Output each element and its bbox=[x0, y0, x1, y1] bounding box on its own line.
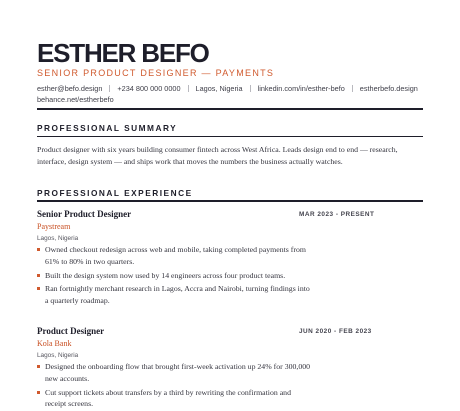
job-bullets bbox=[37, 361, 313, 411]
job-location: Lagos, Nigeria bbox=[37, 235, 79, 242]
list-item: Cut support tickets about transfers by a third by rewriting the confirmation and receipt screens. bbox=[37, 387, 313, 411]
candidate-role: SENIOR PRODUCT DESIGNER — PAYMENTS bbox=[37, 68, 275, 78]
summary-divider bbox=[37, 136, 423, 137]
contact-linkedin[interactable]: linkedin.com/in/esther-befo bbox=[257, 84, 345, 93]
experience-divider bbox=[37, 200, 423, 202]
candidate-name: ESTHER BEFO bbox=[37, 38, 209, 68]
header-divider bbox=[37, 108, 423, 110]
list-item: Owned checkout redesign across web and mobile, taking completed payments from 61% to 80% in two quarters. bbox=[37, 244, 313, 268]
contact-separator bbox=[109, 85, 110, 92]
experience-heading: PROFESSIONAL EXPERIENCE bbox=[37, 188, 193, 198]
bullet-marker bbox=[37, 274, 40, 277]
job-company: Kola Bank bbox=[37, 339, 72, 348]
bullet-marker bbox=[37, 365, 40, 368]
job-dates: MAR 2023 - PRESENT bbox=[299, 211, 375, 218]
contact-email[interactable]: esther@befo.design bbox=[37, 84, 103, 93]
summary-text: Product designer with six years building consumer fintech across West Africa. Leads design end to end — research, interface, design system — and ships work that moves the numbers the business actually watches. bbox=[37, 145, 398, 166]
bullet-marker bbox=[37, 248, 40, 251]
job-dates: JUN 2020 - FEB 2023 bbox=[299, 328, 372, 335]
contact-phone: +234 800 000 0000 bbox=[117, 84, 181, 93]
contact-separator bbox=[250, 85, 251, 92]
bullet-marker bbox=[37, 391, 40, 394]
summary-heading: PROFESSIONAL SUMMARY bbox=[37, 123, 178, 133]
contact-separator bbox=[188, 85, 189, 92]
list-item: Built the design system now used by 14 engineers across four product teams. bbox=[37, 270, 313, 282]
contact-separator bbox=[352, 85, 353, 92]
job-title: Product Designer bbox=[37, 326, 105, 336]
contact-line bbox=[37, 83, 423, 105]
job-company: Paystream bbox=[37, 222, 71, 231]
list-item: Designed the onboarding flow that brought first-week activation up 24% for 300,000 new accounts. bbox=[37, 361, 313, 385]
contact-behance[interactable]: behance.net/estherbefo bbox=[37, 95, 114, 104]
contact-location: Lagos, Nigeria bbox=[195, 84, 243, 93]
list-item: Ran fortnightly merchant research in Lagos, Accra and Nairobi, turning findings into a quarterly roadmap. bbox=[37, 283, 313, 307]
job-bullets bbox=[37, 244, 313, 309]
job-location: Lagos, Nigeria bbox=[37, 352, 79, 359]
bullet-marker bbox=[37, 287, 40, 290]
contact-website[interactable]: estherbefo.design bbox=[359, 84, 418, 93]
job-title: Senior Product Designer bbox=[37, 209, 132, 219]
